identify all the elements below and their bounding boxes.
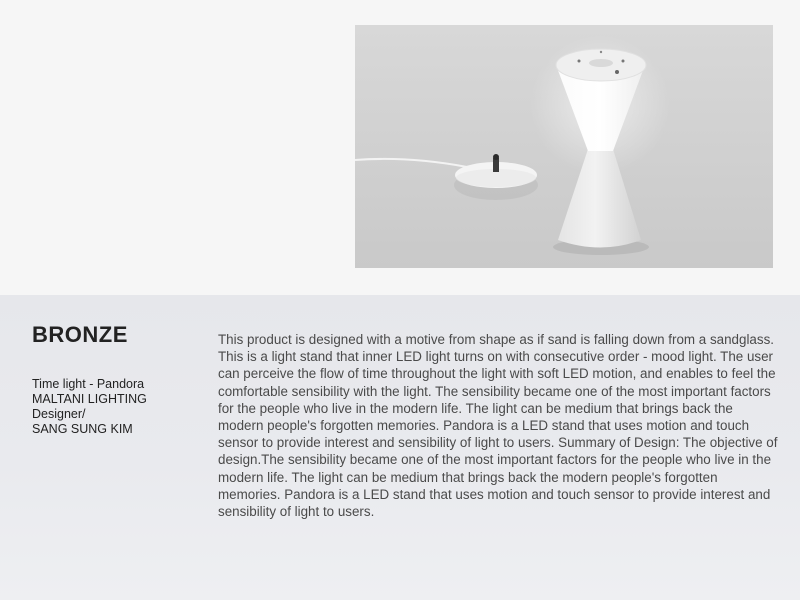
designer-label: Designer/ <box>32 407 86 421</box>
product-description: This product is designed with a motive from shape as if sand is falling down from a sandglass. This is a light stand that inner LED light turns on with consecutive order - mood light. The user can perceive the flow of time throughout the light with soft LED motion, and enables to feel the comfortable sensibility with the light. The sensibility became one of the most important factors for the people who live in the modern life. The light can be medium that brings back the modern people's forgotten memories. Pandora is a LED stand that uses motion and touch sensor to provide interest and sensibility of light to users. Summary of Design: The objective of design.The sensibility became one of the most important factors for the people who live in the modern life. The light can be medium that brings back the modern people's forgotten memories. Pandora is a LED stand that uses motion and touch sensor to provide interest and sensibility of light to users. <box>218 332 778 520</box>
product-photo <box>355 25 773 268</box>
company-name: MALTANI LIGHTING <box>32 392 147 406</box>
award-title: BRONZE <box>32 322 128 347</box>
product-credits <box>32 377 202 437</box>
designer-name: SANG SUNG KIM <box>32 422 133 436</box>
product-name: Time light - Pandora <box>32 377 145 391</box>
